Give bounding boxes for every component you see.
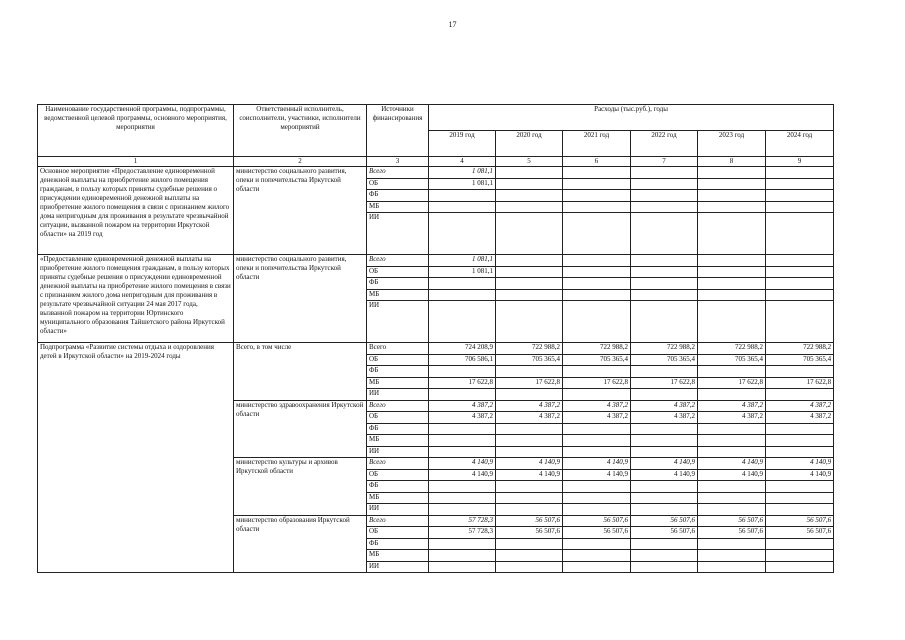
expense-value-cell bbox=[766, 492, 834, 504]
expense-value-cell bbox=[631, 389, 698, 401]
column-number: 1 bbox=[38, 157, 234, 167]
expense-value-cell bbox=[429, 446, 496, 458]
expense-value-cell: 705 365,4 bbox=[631, 354, 698, 366]
expense-value-cell bbox=[496, 301, 563, 343]
expense-value-cell: 56 507,6 bbox=[766, 515, 834, 527]
funding-source-cell: ОБ bbox=[367, 412, 429, 424]
expense-value-cell bbox=[496, 255, 563, 267]
funding-source-cell: ОБ bbox=[367, 266, 429, 278]
expense-value-cell: 4 140,9 bbox=[766, 458, 834, 470]
expense-value-cell: 56 507,6 bbox=[563, 527, 631, 539]
expense-value-cell: 17 622,8 bbox=[698, 377, 766, 389]
expense-value-cell bbox=[563, 255, 631, 267]
expense-value-cell bbox=[698, 213, 766, 255]
header-year: 2024 год bbox=[766, 131, 834, 157]
expense-value-cell bbox=[563, 178, 631, 190]
expense-value-cell bbox=[631, 266, 698, 278]
header-year: 2020 год bbox=[496, 131, 563, 157]
expense-value-cell bbox=[429, 301, 496, 343]
expense-value-cell: 4 387,2 bbox=[631, 412, 698, 424]
expense-value-cell bbox=[496, 481, 563, 493]
expense-value-cell: 1 081,1 bbox=[429, 167, 496, 179]
funding-source-cell: ИИ bbox=[367, 389, 429, 401]
expense-value-cell bbox=[631, 201, 698, 213]
expense-value-cell bbox=[698, 538, 766, 550]
expense-value-cell bbox=[766, 213, 834, 255]
expense-value-cell bbox=[563, 504, 631, 516]
expense-value-cell bbox=[698, 423, 766, 435]
expense-value-cell bbox=[631, 278, 698, 290]
expense-value-cell bbox=[766, 278, 834, 290]
column-number: 5 bbox=[496, 157, 563, 167]
column-number: 9 bbox=[766, 157, 834, 167]
header-executor: Ответственный исполнитель, соисполнители, участники, исполнители мероприятий bbox=[234, 105, 367, 157]
column-number: 6 bbox=[563, 157, 631, 167]
expense-value-cell bbox=[429, 492, 496, 504]
expense-value-cell: 4 387,2 bbox=[698, 412, 766, 424]
column-number: 2 bbox=[234, 157, 367, 167]
funding-source-cell: ФБ bbox=[367, 366, 429, 378]
expense-value-cell bbox=[631, 190, 698, 202]
header-year: 2019 год bbox=[429, 131, 496, 157]
expense-value-cell: 4 387,2 bbox=[698, 400, 766, 412]
expense-value-cell bbox=[698, 504, 766, 516]
expense-value-cell: 56 507,6 bbox=[766, 527, 834, 539]
expense-value-cell: 57 728,3 bbox=[429, 527, 496, 539]
expense-value-cell bbox=[429, 190, 496, 202]
expense-value-cell bbox=[698, 289, 766, 301]
expense-value-cell bbox=[631, 366, 698, 378]
funding-source-cell: ФБ bbox=[367, 538, 429, 550]
expense-value-cell bbox=[429, 481, 496, 493]
expense-value-cell bbox=[429, 366, 496, 378]
expense-value-cell: 4 387,2 bbox=[496, 400, 563, 412]
expense-value-cell bbox=[766, 255, 834, 267]
expense-value-cell bbox=[766, 550, 834, 562]
expense-value-cell: 4 140,9 bbox=[563, 469, 631, 481]
funding-source-cell: ИИ bbox=[367, 213, 429, 255]
expense-value-cell: 4 140,9 bbox=[429, 469, 496, 481]
expense-value-cell bbox=[766, 178, 834, 190]
expense-value-cell: 4 387,2 bbox=[766, 400, 834, 412]
expense-value-cell bbox=[563, 561, 631, 573]
expense-value-cell bbox=[496, 492, 563, 504]
expense-value-cell bbox=[563, 435, 631, 447]
expense-value-cell: 722 988,2 bbox=[698, 343, 766, 355]
expense-value-cell: 4 140,9 bbox=[563, 458, 631, 470]
expense-value-cell bbox=[631, 167, 698, 179]
expense-value-cell: 705 365,4 bbox=[698, 354, 766, 366]
funding-source-cell: МБ bbox=[367, 289, 429, 301]
expense-value-cell bbox=[766, 435, 834, 447]
expense-value-cell bbox=[563, 289, 631, 301]
header-program-name: Наименование государственной программы, подпрограммы, ведомственной целевой программы, основного мероприятия, мероприятия bbox=[38, 105, 234, 157]
expense-value-cell: 4 387,2 bbox=[563, 412, 631, 424]
expense-value-cell bbox=[429, 278, 496, 290]
expense-value-cell bbox=[766, 266, 834, 278]
funding-source-cell: ОБ bbox=[367, 354, 429, 366]
expense-value-cell bbox=[563, 389, 631, 401]
funding-source-cell: ОБ bbox=[367, 469, 429, 481]
expense-value-cell bbox=[429, 201, 496, 213]
expense-value-cell bbox=[766, 446, 834, 458]
expense-value-cell bbox=[698, 435, 766, 447]
funding-source-cell: ИИ bbox=[367, 504, 429, 516]
expense-value-cell: 4 387,2 bbox=[563, 400, 631, 412]
header-year: 2023 год bbox=[698, 131, 766, 157]
expense-value-cell bbox=[766, 167, 834, 179]
expense-value-cell bbox=[698, 492, 766, 504]
expense-value-cell: 724 208,9 bbox=[429, 343, 496, 355]
expense-value-cell bbox=[698, 190, 766, 202]
expense-value-cell bbox=[766, 504, 834, 516]
executor-cell: министерство здравоохранения Иркутской области bbox=[234, 400, 367, 458]
expense-value-cell: 56 507,6 bbox=[496, 527, 563, 539]
expense-value-cell: 4 140,9 bbox=[429, 458, 496, 470]
funding-source-cell: МБ bbox=[367, 377, 429, 389]
expense-value-cell bbox=[563, 492, 631, 504]
funding-source-cell: МБ bbox=[367, 201, 429, 213]
program-name-cell: Подпрограмма «Развитие системы отдыха и оздоровления детей в Иркутской области» на 2019-2024 годы bbox=[38, 343, 234, 573]
expense-value-cell bbox=[496, 504, 563, 516]
expense-value-cell: 4 140,9 bbox=[766, 469, 834, 481]
funding-source-cell: ИИ bbox=[367, 561, 429, 573]
program-name-cell: Основное мероприятие «Предоставление единовременной денежной выплаты на приобретение жилого помещения гражданам, в пользу которых приняты судебные решения о присуждении единовременной денежной выплаты на приобретение жилого помещения в связи с признанием жилого дома непригодным для проживания в результате чрезвычайной ситуации, вызванной пожаром на территории Иркутской области» на 2019 год bbox=[38, 167, 234, 255]
expense-value-cell: 4 140,9 bbox=[496, 469, 563, 481]
expense-value-cell: 4 140,9 bbox=[631, 469, 698, 481]
expense-value-cell bbox=[563, 301, 631, 343]
expense-value-cell bbox=[563, 278, 631, 290]
executor-cell: министерство социального развития, опеки и попечительства Иркутской области bbox=[234, 167, 367, 255]
funding-source-cell: ОБ bbox=[367, 178, 429, 190]
expense-value-cell: 56 507,6 bbox=[631, 515, 698, 527]
expense-value-cell bbox=[429, 435, 496, 447]
expense-value-cell: 4 140,9 bbox=[698, 458, 766, 470]
expense-value-cell bbox=[631, 446, 698, 458]
expense-value-cell bbox=[631, 561, 698, 573]
expense-value-cell bbox=[563, 538, 631, 550]
funding-source-cell: ФБ bbox=[367, 481, 429, 493]
executor-cell: министерство социального развития, опеки и попечительства Иркутской области bbox=[234, 255, 367, 343]
expense-value-cell bbox=[429, 561, 496, 573]
expense-value-cell bbox=[698, 255, 766, 267]
expense-value-cell bbox=[698, 389, 766, 401]
expense-value-cell bbox=[766, 389, 834, 401]
expense-value-cell bbox=[631, 538, 698, 550]
funding-source-cell: Всего bbox=[367, 400, 429, 412]
expense-value-cell bbox=[631, 213, 698, 255]
expense-value-cell bbox=[631, 504, 698, 516]
expense-value-cell bbox=[766, 301, 834, 343]
expense-value-cell bbox=[766, 201, 834, 213]
expense-value-cell bbox=[496, 167, 563, 179]
expense-value-cell: 4 387,2 bbox=[429, 400, 496, 412]
expense-value-cell: 57 728,3 bbox=[429, 515, 496, 527]
expense-value-cell bbox=[563, 446, 631, 458]
expense-value-cell bbox=[563, 266, 631, 278]
expense-value-cell: 722 988,2 bbox=[496, 343, 563, 355]
expense-value-cell: 56 507,6 bbox=[631, 527, 698, 539]
expense-value-cell bbox=[766, 423, 834, 435]
expense-value-cell bbox=[766, 366, 834, 378]
expense-value-cell bbox=[563, 366, 631, 378]
expense-value-cell bbox=[563, 190, 631, 202]
expense-value-cell: 1 081,1 bbox=[429, 178, 496, 190]
expense-value-cell bbox=[698, 266, 766, 278]
expense-value-cell bbox=[766, 481, 834, 493]
expense-value-cell bbox=[766, 561, 834, 573]
table-row bbox=[38, 343, 834, 355]
expense-value-cell: 17 622,8 bbox=[429, 377, 496, 389]
expense-value-cell bbox=[496, 561, 563, 573]
expense-value-cell bbox=[766, 190, 834, 202]
expense-value-cell: 4 140,9 bbox=[698, 469, 766, 481]
expense-value-cell bbox=[496, 178, 563, 190]
expense-value-cell bbox=[631, 481, 698, 493]
expense-value-cell bbox=[563, 167, 631, 179]
expense-value-cell bbox=[698, 201, 766, 213]
expense-value-cell bbox=[429, 550, 496, 562]
expense-value-cell: 1 081,1 bbox=[429, 266, 496, 278]
funding-source-cell: Всего bbox=[367, 343, 429, 355]
expense-value-cell: 4 140,9 bbox=[631, 458, 698, 470]
header-expenses: Расходы (тыс.руб.), годы bbox=[429, 105, 834, 131]
expense-value-cell bbox=[496, 550, 563, 562]
expense-value-cell bbox=[698, 301, 766, 343]
expense-value-cell: 17 622,8 bbox=[766, 377, 834, 389]
expense-value-cell bbox=[563, 481, 631, 493]
expense-value-cell: 1 081,1 bbox=[429, 255, 496, 267]
header-year: 2022 год bbox=[631, 131, 698, 157]
expense-value-cell: 4 140,9 bbox=[496, 458, 563, 470]
expense-value-cell bbox=[698, 167, 766, 179]
expense-value-cell bbox=[429, 213, 496, 255]
expense-value-cell bbox=[563, 201, 631, 213]
expense-value-cell: 705 365,4 bbox=[496, 354, 563, 366]
expense-value-cell bbox=[698, 446, 766, 458]
table-row bbox=[38, 167, 834, 179]
funding-source-cell: МБ bbox=[367, 492, 429, 504]
expense-value-cell bbox=[631, 301, 698, 343]
expense-value-cell bbox=[496, 289, 563, 301]
header-funding-source: Источники финансирования bbox=[367, 105, 429, 157]
expense-value-cell bbox=[429, 538, 496, 550]
expense-value-cell bbox=[698, 481, 766, 493]
expense-value-cell: 56 507,6 bbox=[698, 527, 766, 539]
expense-value-cell bbox=[698, 561, 766, 573]
expense-value-cell: 56 507,6 bbox=[563, 515, 631, 527]
expense-value-cell bbox=[496, 190, 563, 202]
expense-value-cell: 17 622,8 bbox=[563, 377, 631, 389]
expense-value-cell: 56 507,6 bbox=[698, 515, 766, 527]
expense-value-cell bbox=[631, 550, 698, 562]
expense-value-cell bbox=[496, 213, 563, 255]
expense-value-cell bbox=[496, 366, 563, 378]
expense-value-cell bbox=[429, 389, 496, 401]
funding-source-cell: ИИ bbox=[367, 446, 429, 458]
expense-value-cell: 722 988,2 bbox=[766, 343, 834, 355]
funding-source-cell: МБ bbox=[367, 550, 429, 562]
funding-source-cell: ФБ bbox=[367, 423, 429, 435]
budget-table bbox=[37, 104, 834, 573]
expense-value-cell bbox=[766, 289, 834, 301]
funding-source-cell: ФБ bbox=[367, 278, 429, 290]
expense-value-cell bbox=[429, 504, 496, 516]
expense-value-cell bbox=[496, 446, 563, 458]
expense-value-cell: 705 365,4 bbox=[766, 354, 834, 366]
expense-value-cell bbox=[631, 423, 698, 435]
expense-value-cell bbox=[496, 201, 563, 213]
expense-value-cell bbox=[563, 213, 631, 255]
executor-cell: Всего, в том числе bbox=[234, 343, 367, 401]
expense-value-cell bbox=[698, 178, 766, 190]
expense-value-cell: 722 988,2 bbox=[631, 343, 698, 355]
expense-value-cell bbox=[496, 538, 563, 550]
column-number: 8 bbox=[698, 157, 766, 167]
page-number: 17 bbox=[448, 20, 457, 29]
expense-value-cell bbox=[563, 423, 631, 435]
funding-source-cell: МБ bbox=[367, 435, 429, 447]
expense-value-cell bbox=[631, 435, 698, 447]
expense-value-cell: 17 622,8 bbox=[631, 377, 698, 389]
expense-value-cell bbox=[429, 289, 496, 301]
expense-value-cell bbox=[429, 423, 496, 435]
expense-value-cell: 4 387,2 bbox=[766, 412, 834, 424]
column-number: 3 bbox=[367, 157, 429, 167]
expense-value-cell bbox=[631, 255, 698, 267]
expense-value-cell bbox=[496, 389, 563, 401]
expense-value-cell: 705 365,4 bbox=[563, 354, 631, 366]
expense-value-cell bbox=[698, 366, 766, 378]
funding-source-cell: Всего bbox=[367, 167, 429, 179]
executor-cell: министерство культуры и архивов Иркутской области bbox=[234, 458, 367, 516]
expense-value-cell bbox=[698, 550, 766, 562]
expense-value-cell bbox=[496, 423, 563, 435]
column-number: 4 bbox=[429, 157, 496, 167]
expense-value-cell bbox=[496, 266, 563, 278]
expense-value-cell: 722 988,2 bbox=[563, 343, 631, 355]
expense-value-cell bbox=[766, 538, 834, 550]
program-name-cell: «Предоставление единовременной денежной выплаты на приобретение жилого помещения гражданам, в пользу которых приняты судебные решения о присуждении единовременной денежной выплаты на приобретение жилого помещения в связи с признанием жилого дома непригодным для проживания в результате чрезвычайной ситуации 24 мая 2017 года, вызванной пожаром на территории Юртинского муниципального образования Тайшетского района Иркутской области» bbox=[38, 255, 234, 343]
header-year: 2021 год bbox=[563, 131, 631, 157]
funding-source-cell: Всего bbox=[367, 515, 429, 527]
expense-value-cell bbox=[563, 550, 631, 562]
expense-value-cell bbox=[496, 435, 563, 447]
funding-source-cell: ФБ bbox=[367, 190, 429, 202]
funding-source-cell: Всего bbox=[367, 458, 429, 470]
expense-value-cell: 4 387,2 bbox=[496, 412, 563, 424]
expense-value-cell: 4 387,2 bbox=[429, 412, 496, 424]
funding-source-cell: ИИ bbox=[367, 301, 429, 343]
expense-value-cell bbox=[631, 289, 698, 301]
table-row bbox=[38, 255, 834, 267]
expense-value-cell bbox=[631, 492, 698, 504]
column-number: 7 bbox=[631, 157, 698, 167]
expense-value-cell bbox=[496, 278, 563, 290]
expense-value-cell bbox=[631, 178, 698, 190]
expense-value-cell: 4 387,2 bbox=[631, 400, 698, 412]
funding-source-cell: Всего bbox=[367, 255, 429, 267]
funding-source-cell: ОБ bbox=[367, 527, 429, 539]
expense-value-cell: 56 507,6 bbox=[496, 515, 563, 527]
expense-value-cell bbox=[698, 278, 766, 290]
expense-value-cell: 706 586,1 bbox=[429, 354, 496, 366]
expense-value-cell: 17 622,8 bbox=[496, 377, 563, 389]
executor-cell: министерство образования Иркутской области bbox=[234, 515, 367, 573]
